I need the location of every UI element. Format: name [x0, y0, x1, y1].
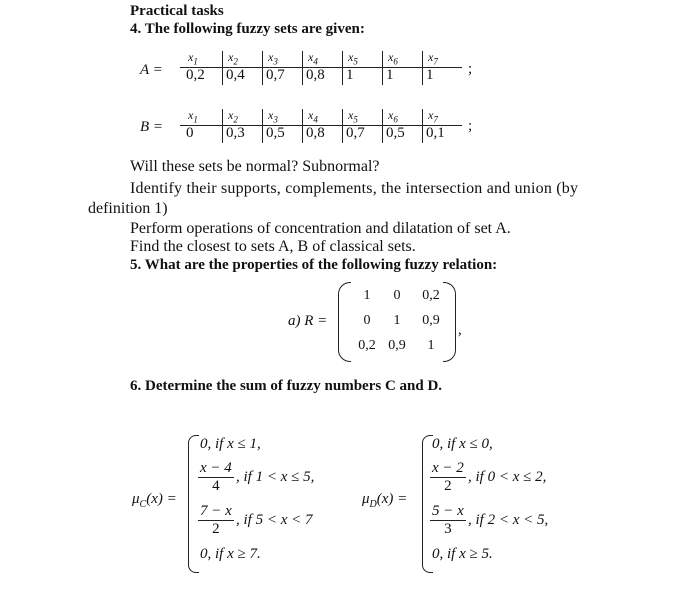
- task-4-title: 4. The following fuzzy sets are given:: [130, 21, 365, 37]
- set-a-cell: [422, 48, 462, 86]
- mu-d-lhs: $\mu_D(x)$ =: [362, 491, 408, 510]
- set-a-element: $x_5$: [348, 50, 358, 67]
- mu-d-case-2-numerator: x − 2: [432, 460, 464, 476]
- set-a-separator: [262, 51, 263, 85]
- set-b-membership: 0: [186, 125, 194, 141]
- set-a-element: $x_3$: [268, 50, 278, 67]
- matrix-cell: 1: [427, 338, 435, 353]
- mu-d-case-2-fraction: [430, 460, 466, 495]
- set-a-cell: [222, 48, 262, 86]
- matrix-cell: 1: [393, 313, 401, 328]
- set-a-membership: 0,2: [186, 67, 205, 83]
- mu-c-case-3-condition: , if 5 < x < 7: [236, 512, 313, 528]
- set-b-cell: [182, 106, 222, 144]
- mu-d-case-3-condition: , if 2 < x < 5,: [468, 512, 549, 528]
- set-b-element: $x_4$: [308, 108, 318, 125]
- set-a-cell: [302, 48, 342, 86]
- set-a-separator: [382, 51, 383, 85]
- set-b-separator: [422, 109, 423, 143]
- set-a-cell: [262, 48, 302, 86]
- set-a-membership: 0,4: [226, 67, 245, 83]
- set-a-element: $x_7$: [428, 50, 438, 67]
- section-heading: Practical tasks: [130, 3, 224, 19]
- set-b-cell: [302, 106, 342, 144]
- set-b-element: $x_3$: [268, 108, 278, 125]
- matrix-cell: 1: [363, 288, 371, 303]
- set-a-terminator: ;: [468, 61, 473, 77]
- mu-d-case-1: 0, if x ≤ 0,: [432, 436, 493, 452]
- set-b-cell: [342, 106, 382, 144]
- set-b-cell: [262, 106, 302, 144]
- set-b-label: B =: [140, 119, 164, 135]
- set-a-element: $x_1$: [188, 50, 198, 67]
- set-b-cell: [222, 106, 262, 144]
- question-normal: Will these sets be normal? Subnormal?: [130, 158, 380, 175]
- relation-label: a) R =: [288, 313, 328, 329]
- set-b-membership: 0,5: [266, 125, 285, 141]
- matrix-cell: 0: [393, 288, 401, 303]
- task-6-title: 6. Determine the sum of fuzzy numbers C and D.: [130, 378, 443, 394]
- matrix-cell: 0: [363, 313, 371, 328]
- mu-d-case-3-numerator: 5 − x: [432, 503, 464, 519]
- mu-d-case-3-denominator: 3: [444, 521, 452, 537]
- set-a-membership: 0,7: [266, 67, 285, 83]
- set-a-cell: [382, 48, 422, 86]
- question-concentration: Perform operations of concentration and dilatation of set A.: [130, 220, 511, 237]
- set-a-label: A =: [140, 62, 163, 78]
- set-a-cell: [342, 48, 382, 86]
- set-a-membership: 0,8: [306, 67, 325, 83]
- question-supports: Identify their supports, complements, the intersection and union (by: [130, 180, 579, 197]
- set-a-element: $x_4$: [308, 50, 318, 67]
- set-b-cell: [422, 106, 462, 144]
- mu-c-case-2-condition: , if 1 < x ≤ 5,: [236, 469, 315, 485]
- mu-c-case-2-numerator: x − 4: [200, 460, 232, 476]
- set-a-membership: 1: [346, 67, 354, 83]
- mu-c-case-1: 0, if x ≤ 1,: [200, 436, 261, 452]
- set-a-separator: [342, 51, 343, 85]
- set-b-separator: [302, 109, 303, 143]
- mu-c-case-4: 0, if x ≥ 7.: [200, 546, 261, 562]
- set-b-membership: 0,3: [226, 125, 245, 141]
- set-a-element: $x_2$: [228, 50, 238, 67]
- mu-c-case-2-fraction: [198, 460, 234, 495]
- matrix-cell: 0,2: [422, 288, 440, 303]
- set-a-separator: [222, 51, 223, 85]
- set-b-terminator: ;: [468, 118, 473, 134]
- task-5-title: 5. What are the properties of the following fuzzy relation:: [130, 257, 498, 273]
- set-b-separator: [262, 109, 263, 143]
- set-b-separator: [222, 109, 223, 143]
- mu-d-case-4: 0, if x ≥ 5.: [432, 546, 493, 562]
- set-a-membership: 1: [386, 67, 394, 83]
- set-a-cell: [182, 48, 222, 86]
- relation-matrix: [338, 282, 456, 362]
- mu-c-lhs: $\mu_C(x)$ =: [132, 491, 177, 510]
- mu-c-case-3-denominator: 2: [212, 521, 220, 537]
- set-b-membership: 0,5: [386, 125, 405, 141]
- set-b-element: $x_6$: [388, 108, 398, 125]
- set-b-separator: [342, 109, 343, 143]
- mu-d-case-3-fraction: [430, 503, 466, 538]
- relation-terminator: ,: [458, 322, 462, 338]
- set-b-membership: 0,7: [346, 125, 365, 141]
- set-b-separator: [382, 109, 383, 143]
- mu-c-case-3-numerator: 7 − x: [200, 503, 232, 519]
- set-b-element: $x_5$: [348, 108, 358, 125]
- set-b-element: $x_2$: [228, 108, 238, 125]
- matrix-left-bracket: [338, 282, 351, 362]
- set-b-membership: 0,1: [426, 125, 445, 141]
- set-b-membership: 0,8: [306, 125, 325, 141]
- mu-c-case-3-fraction: [198, 503, 234, 538]
- mu-d-case-2-condition: , if 0 < x ≤ 2,: [468, 469, 547, 485]
- question-classical-sets: Find the closest to sets A, B of classical sets.: [130, 238, 416, 255]
- matrix-cell: 0,9: [422, 313, 440, 328]
- matrix-cell: 0,9: [388, 338, 406, 353]
- matrix-cell: 0,2: [358, 338, 376, 353]
- question-supports-cont: definition 1): [88, 200, 168, 217]
- set-a-element: $x_6$: [388, 50, 398, 67]
- set-a-membership: 1: [426, 67, 434, 83]
- set-b-cell: [382, 106, 422, 144]
- set-a-separator: [422, 51, 423, 85]
- set-a-separator: [302, 51, 303, 85]
- set-b-element: $x_1$: [188, 108, 198, 125]
- mu-c-case-2-denominator: 4: [212, 478, 220, 494]
- set-b-element: $x_7$: [428, 108, 438, 125]
- mu-d-case-2-denominator: 2: [444, 478, 452, 494]
